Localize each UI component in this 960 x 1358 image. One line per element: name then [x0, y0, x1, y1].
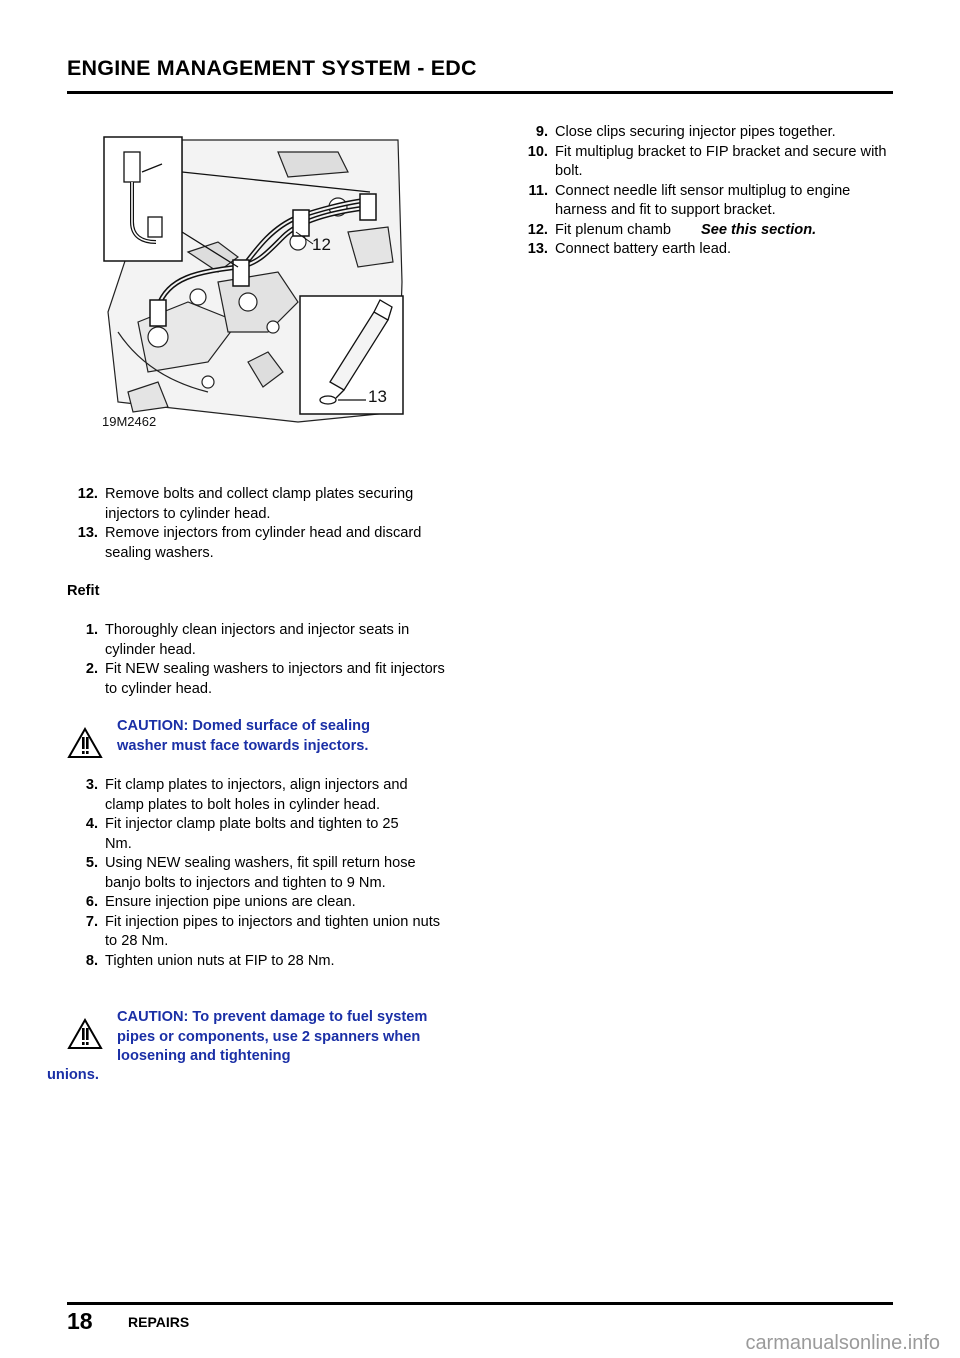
list-item: 12. Fit plenum chamb See this section.: [527, 221, 817, 238]
list-item: 3. Fit clamp plates to injectors, align injectors and clamp plates to bolt holes in cylinder head.: [85, 777, 408, 813]
caution-text: CAUTION: To prevent damage to fuel system pipes or components, use 2 spanners when loosening and tightening: [117, 1009, 428, 1064]
section-label: REPAIRS: [128, 1314, 190, 1330]
caution-text: CAUTION: Domed surface of sealing washer must face towards injectors.: [117, 718, 370, 754]
list-item: 5. Using NEW sealing washers, fit spill return hose banjo bolts to injectors and tighten to 9 Nm.: [85, 855, 416, 891]
list-item: 9. Close clips securing injector pipes together.: [535, 124, 836, 140]
callout-12: 12: [312, 235, 331, 254]
list-item: 13. Connect battery earth lead.: [527, 241, 732, 257]
list-item: 12. Remove bolts and collect clamp plates securing injectors to cylinder head.: [77, 486, 414, 522]
list-item: 4. Fit injector clamp plate bolts and tighten to 25 Nm.: [85, 816, 399, 852]
caution-block: [67, 717, 467, 761]
removal-steps: [67, 485, 447, 563]
refit-heading: Refit: [67, 583, 100, 599]
list-item: 11. Connect needle lift sensor multiplug to engine harness and fit to support bracket.: [528, 182, 851, 218]
page-number: 18: [67, 1308, 93, 1334]
engine-drawing: [98, 132, 410, 432]
refit-steps-a: [67, 621, 447, 699]
list-item: 8. Tighten union nuts at FIP to 28 Nm.: [85, 952, 335, 969]
injector-illustration: [98, 132, 410, 432]
warning-icon: [67, 727, 103, 759]
callout-13: 13: [368, 387, 387, 406]
watermark: carmanualsonline.info: [745, 1332, 940, 1354]
caution-text-tail: unions.: [47, 1067, 99, 1083]
refit-steps-b: [67, 776, 447, 971]
footer-rule: [67, 1302, 893, 1305]
header-rule: [67, 91, 893, 94]
figure-code: 19M2462: [102, 414, 157, 429]
warning-icon: [67, 1018, 103, 1050]
list-item: 10. Fit multiplug bracket to FIP bracket and secure with bolt.: [527, 143, 887, 179]
cross-reference-link[interactable]: See this section.: [701, 221, 817, 238]
list-item: 2. Fit NEW sealing washers to injectors and fit injectors to cylinder head.: [85, 661, 445, 697]
list-item: 1. Thoroughly clean injectors and injector seats in cylinder head.: [85, 622, 410, 658]
caution-block: [47, 1008, 467, 1088]
refit-steps-c: [517, 123, 897, 260]
list-item: 7. Fit injection pipes to injectors and tighten union nuts to 28 Nm.: [85, 913, 441, 949]
list-item: 13. Remove injectors from cylinder head and discard sealing washers.: [77, 525, 422, 561]
list-item: 6. Ensure injection pipe unions are clean.: [85, 894, 356, 910]
page-title: ENGINE MANAGEMENT SYSTEM - EDC: [67, 56, 477, 80]
